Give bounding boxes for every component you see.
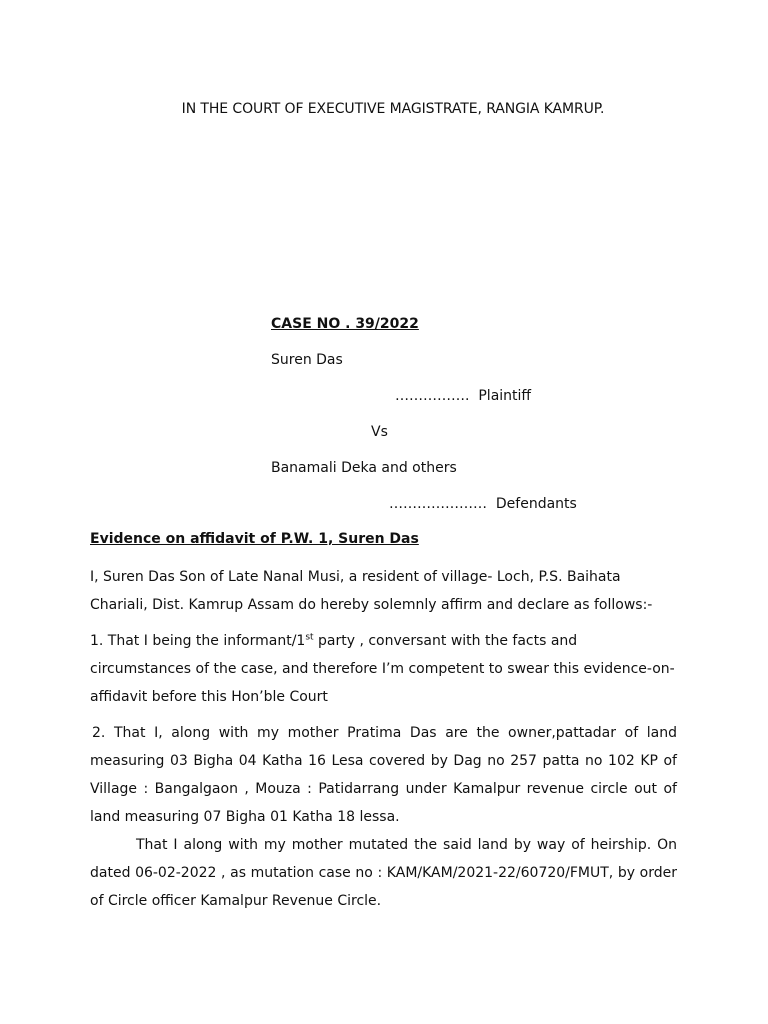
defendant-dots: …………………: [389, 496, 487, 512]
intro-paragraph: I, Suren Das Son of Late Nanal Musi, a resident of village- Loch, P.S. Baihata Chariali, Dist. Kamrup Assam do hereby solemnly affirm and declare as follows:-: [90, 569, 653, 613]
plaintiff-name: Suren Das: [271, 352, 343, 368]
defendant-name: Banamali Deka and others: [271, 460, 457, 476]
defendant-label: Defendants: [495, 496, 577, 512]
paragraph-3: That I along with my mother mutated the said land by way of heirship. On dated 06-02-2022 , as mutation case no : KAM/KAM/2021-22/60720/FMUT, by order of Circle officer Kamalpur Revenue Circle.: [90, 837, 677, 909]
affidavit-heading: Evidence on affidavit of P.W. 1, Suren Das: [90, 531, 419, 547]
plaintiff-role-line: [395, 388, 531, 404]
case-number: CASE NO . 39/2022: [271, 316, 419, 332]
ordinal-superscript: st: [305, 632, 314, 643]
versus-label: Vs: [371, 424, 388, 440]
plaintiff-label: Plaintiff: [478, 388, 532, 404]
plaintiff-dots: …………….: [395, 388, 470, 404]
paragraph-1-rest: party , conversant with the facts and circumstances of the case, and therefore I’m competent to swear this evidence-on-affidavit before this Hon’ble Court: [90, 633, 675, 705]
paragraph-2: 2. That I, along with my mother Pratima Das are the owner,pattadar of land measuring 03 Bigha 04 Katha 16 Lesa covered by Dag no 257 patta no 102 KP of Village : Bangalgaon , Mouza : Patidarrang under Kamalpur revenue circle out of land measuring 07 Bigha 01 Katha 18 lessa.: [90, 725, 677, 825]
defendant-role-line: [389, 496, 577, 512]
paragraph-1-start: 1. That I being the informant/1: [90, 633, 306, 649]
paragraph-1: [90, 627, 677, 711]
court-title: IN THE COURT OF EXECUTIVE MAGISTRATE, RANGIA KAMRUP.: [181, 101, 605, 117]
